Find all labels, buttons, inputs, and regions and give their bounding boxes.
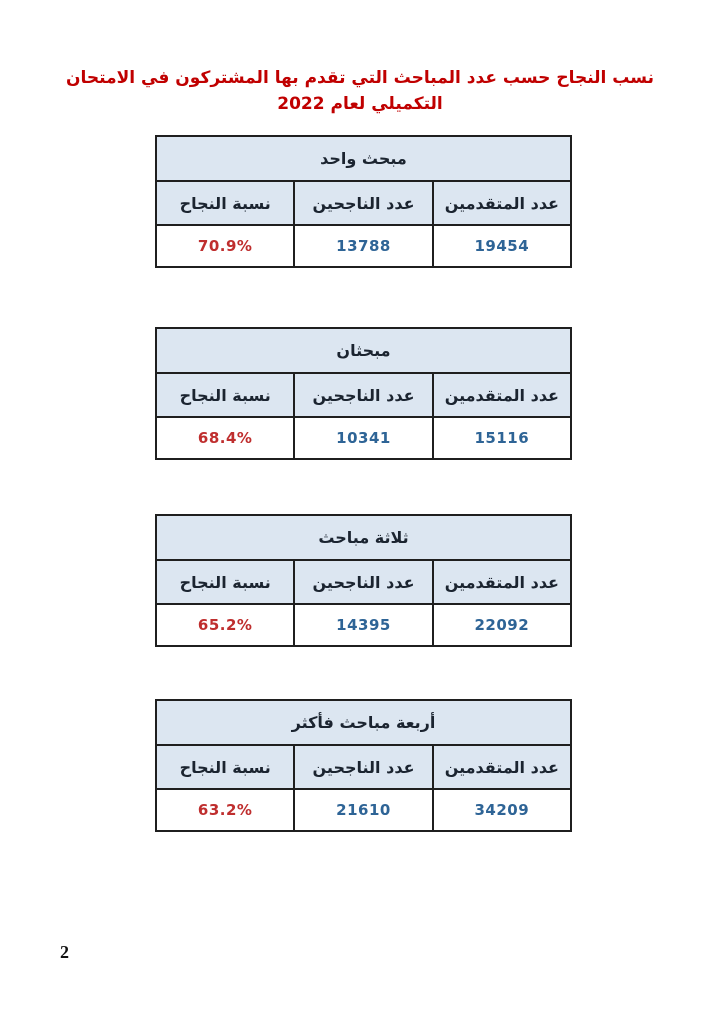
table-four-plus-subjects <box>155 699 572 832</box>
page-number: 2 <box>60 942 69 962</box>
table-header-row <box>156 560 571 604</box>
table-data-row <box>156 225 571 267</box>
table-title: أربعة مباحث فأكثر <box>156 700 571 745</box>
table-header-row <box>156 373 571 417</box>
table-header-row <box>156 745 571 789</box>
col-header-rate: نسبة النجاح <box>156 560 294 604</box>
table-data-row <box>156 417 571 459</box>
rate-value: 70.9% <box>156 225 294 267</box>
table-title-row <box>156 700 571 745</box>
table-three-subjects <box>155 514 572 647</box>
col-header-passers: عدد الناجحين <box>294 560 432 604</box>
col-header-applicants: عدد المتقدمين <box>433 181 571 225</box>
table-title: ثلاثة مباحث <box>156 515 571 560</box>
table-header-row <box>156 181 571 225</box>
applicants-value: 22092 <box>433 604 571 646</box>
rate-value: 63.2% <box>156 789 294 831</box>
table-two-subjects <box>155 327 572 460</box>
table-data-row <box>156 789 571 831</box>
col-header-passers: عدد الناجحين <box>294 373 432 417</box>
passers-value: 21610 <box>294 789 432 831</box>
rate-value: 68.4% <box>156 417 294 459</box>
table-one-subject <box>155 135 572 268</box>
table-title-row <box>156 515 571 560</box>
table-title: مبحثان <box>156 328 571 373</box>
rate-value: 65.2% <box>156 604 294 646</box>
applicants-value: 15116 <box>433 417 571 459</box>
col-header-applicants: عدد المتقدمين <box>433 560 571 604</box>
applicants-value: 19454 <box>433 225 571 267</box>
col-header-passers: عدد الناجحين <box>294 181 432 225</box>
applicants-value: 34209 <box>433 789 571 831</box>
col-header-applicants: عدد المتقدمين <box>433 745 571 789</box>
table-title: مبحث واحد <box>156 136 571 181</box>
passers-value: 13788 <box>294 225 432 267</box>
col-header-passers: عدد الناجحين <box>294 745 432 789</box>
passers-value: 14395 <box>294 604 432 646</box>
col-header-rate: نسبة النجاح <box>156 181 294 225</box>
col-header-rate: نسبة النجاح <box>156 373 294 417</box>
table-data-row <box>156 604 571 646</box>
col-header-rate: نسبة النجاح <box>156 745 294 789</box>
col-header-applicants: عدد المتقدمين <box>433 373 571 417</box>
table-title-row <box>156 328 571 373</box>
table-title-row <box>156 136 571 181</box>
document-title: نسب النجاح حسب عدد المباحث التي تقدم بها المشتركون في الامتحان التكميلي لعام 2022 <box>66 68 654 114</box>
passers-value: 10341 <box>294 417 432 459</box>
